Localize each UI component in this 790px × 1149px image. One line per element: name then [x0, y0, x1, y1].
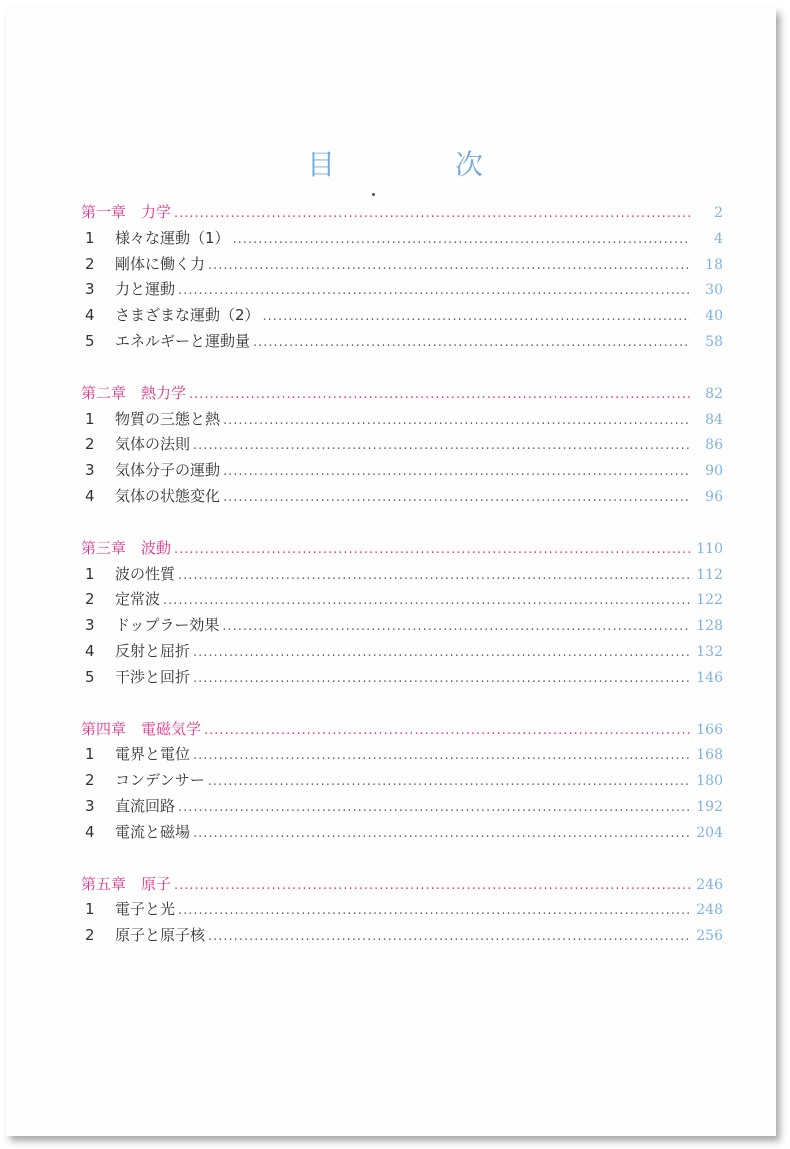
toc-entry[interactable] — [81, 563, 723, 589]
dot-leader — [193, 438, 690, 453]
toc-entry[interactable] — [81, 898, 723, 924]
entry-title: 気体分子の運動 — [115, 461, 221, 480]
dot-leader — [193, 671, 690, 686]
chapter-heading: 第二章 熱力学 — [81, 383, 187, 402]
entry-title: 原子と原子核 — [115, 926, 206, 945]
entry-number: 1 — [85, 900, 95, 919]
page-number: 40 — [705, 308, 723, 325]
entry-title: 定常波 — [115, 590, 161, 609]
entry-number: 3 — [85, 461, 95, 480]
toc-entry[interactable] — [81, 459, 723, 485]
dot-leader — [174, 878, 690, 893]
page-number: 96 — [705, 488, 723, 505]
entry-number: 1 — [85, 564, 95, 583]
ink-dot — [372, 193, 375, 196]
toc-entry[interactable] — [81, 253, 723, 279]
page-number: 192 — [696, 798, 723, 815]
chapter-heading-row[interactable] — [81, 873, 723, 899]
entry-title: 様々な運動（1） — [115, 228, 230, 247]
toc-entry[interactable] — [81, 330, 723, 356]
entry-number: 1 — [85, 228, 95, 247]
entry-number: 2 — [85, 254, 95, 273]
dot-leader — [208, 258, 690, 273]
page-number: 4 — [714, 230, 723, 247]
dot-leader — [193, 645, 690, 660]
toc-entry[interactable] — [81, 614, 723, 640]
entry-title: 干渉と回折 — [115, 667, 191, 686]
page-number: 246 — [696, 876, 723, 893]
chapter-block — [81, 718, 723, 847]
chapter-heading: 第三章 波動 — [81, 538, 172, 557]
page-number: 180 — [696, 773, 723, 790]
dot-leader — [193, 748, 690, 763]
page-number: 82 — [705, 385, 723, 402]
page-number: 146 — [696, 669, 723, 686]
dot-leader — [178, 903, 690, 918]
page-number: 2 — [714, 205, 723, 221]
page-number: 110 — [696, 540, 723, 557]
toc-entry[interactable] — [81, 743, 723, 769]
page-number: 128 — [696, 618, 723, 635]
entry-title: 電界と電位 — [115, 745, 191, 764]
toc-entry[interactable] — [81, 278, 723, 304]
page-number: 248 — [696, 902, 723, 919]
entry-title: ドップラー効果 — [115, 616, 220, 635]
toc-entry[interactable] — [81, 227, 723, 253]
chapter-heading: 第四章 電磁気学 — [81, 719, 202, 738]
toc-entry[interactable] — [81, 408, 723, 434]
entry-number: 3 — [85, 616, 95, 635]
entry-number: 4 — [85, 822, 95, 841]
table-of-contents — [81, 201, 723, 976]
entry-label — [81, 485, 220, 506]
chapter-heading-row[interactable] — [81, 718, 723, 744]
dot-leader — [223, 413, 690, 428]
toc-entry[interactable] — [81, 666, 723, 692]
dot-leader — [233, 232, 690, 247]
entry-label — [81, 924, 205, 945]
chapter-heading-row[interactable] — [81, 537, 723, 563]
entry-label — [81, 588, 160, 609]
toc-entry[interactable] — [81, 433, 723, 459]
entry-number: 5 — [85, 667, 95, 686]
entry-title: 波の性質 — [115, 564, 176, 583]
entry-title: 反射と屈折 — [115, 641, 191, 660]
page-number: 168 — [696, 747, 723, 764]
page-number: 90 — [705, 463, 723, 480]
page-number: 166 — [696, 721, 723, 738]
dot-leader — [223, 490, 690, 505]
page-number: 84 — [705, 411, 723, 428]
entry-number: 1 — [85, 745, 95, 764]
page-title: 目 次 — [306, 148, 529, 181]
page-number: 112 — [696, 566, 723, 583]
entry-title: コンデンサー — [115, 771, 205, 790]
page-number: 204 — [696, 824, 723, 841]
toc-entry[interactable] — [81, 769, 723, 795]
entry-number: 3 — [85, 796, 95, 815]
dot-leader — [253, 335, 690, 350]
page-number: 30 — [705, 282, 723, 299]
dot-leader — [223, 464, 690, 479]
dot-leader — [208, 774, 690, 789]
entry-title: 気体の法則 — [115, 435, 191, 454]
entry-label — [81, 666, 190, 687]
dot-leader — [222, 619, 690, 634]
entry-title: 電子と光 — [115, 900, 176, 919]
toc-entry[interactable] — [81, 795, 723, 821]
entry-label — [81, 898, 175, 919]
chapter-heading-row[interactable] — [81, 382, 723, 408]
entry-label — [81, 640, 190, 661]
entry-label — [81, 821, 190, 842]
entry-title: 直流回路 — [115, 796, 176, 815]
entry-number: 3 — [85, 280, 95, 299]
entry-number: 2 — [85, 771, 95, 790]
page-number: 86 — [705, 437, 723, 454]
entry-label — [81, 614, 219, 635]
dot-leader — [263, 309, 690, 324]
entry-number: 4 — [85, 486, 95, 505]
entry-label — [81, 795, 175, 816]
entry-label — [81, 227, 230, 248]
toc-entry[interactable] — [81, 821, 723, 847]
entry-label — [81, 408, 220, 429]
dot-leader — [204, 723, 690, 738]
entry-title: エネルギーと運動量 — [115, 331, 251, 350]
chapter-block — [81, 537, 723, 692]
entry-label — [81, 563, 175, 584]
dot-leader — [178, 568, 690, 583]
page-number: 18 — [705, 256, 723, 273]
entry-number: 2 — [85, 590, 95, 609]
entry-title: 物質の三態と熱 — [115, 409, 221, 428]
dot-leader — [174, 542, 690, 557]
entry-label — [81, 743, 190, 764]
entry-number: 4 — [85, 306, 95, 325]
dot-leader — [174, 206, 690, 221]
entry-label — [81, 253, 205, 274]
toc-entry[interactable] — [81, 588, 723, 614]
entry-number: 2 — [85, 435, 95, 454]
toc-entry[interactable] — [81, 640, 723, 666]
dot-leader — [208, 929, 690, 944]
entry-title: 力と運動 — [115, 280, 176, 299]
entry-label — [81, 304, 260, 325]
entry-number: 4 — [85, 641, 95, 660]
entry-title: 電流と磁場 — [115, 822, 191, 841]
toc-entry[interactable] — [81, 304, 723, 330]
entry-label — [81, 769, 205, 790]
dot-leader — [178, 283, 690, 298]
chapter-heading: 第五章 原子 — [81, 874, 172, 893]
entry-number: 1 — [85, 409, 95, 428]
dot-leader — [189, 387, 690, 402]
chapter-heading: 第一章 力学 — [81, 203, 172, 221]
entry-label — [81, 278, 175, 299]
page-number: 58 — [705, 333, 723, 350]
entry-number: 2 — [85, 926, 95, 945]
entry-label — [81, 330, 250, 351]
page-number: 122 — [696, 592, 723, 609]
page-number: 256 — [696, 928, 723, 945]
toc-entry[interactable] — [81, 485, 723, 511]
entry-label — [81, 433, 190, 454]
entry-title: 気体の状態変化 — [115, 486, 221, 505]
chapter-heading-row[interactable] — [81, 201, 723, 227]
dot-leader — [193, 826, 690, 841]
entry-label — [81, 459, 220, 480]
dot-leader — [163, 593, 690, 608]
chapter-block — [81, 873, 723, 950]
page-number: 132 — [696, 643, 723, 660]
entry-number: 5 — [85, 331, 95, 350]
chapter-block — [81, 201, 723, 356]
entry-title: 剛体に働く力 — [115, 254, 206, 273]
entry-title: さまざまな運動（2） — [115, 306, 260, 325]
dot-leader — [178, 800, 690, 815]
toc-entry[interactable] — [81, 924, 723, 950]
chapter-block — [81, 382, 723, 511]
